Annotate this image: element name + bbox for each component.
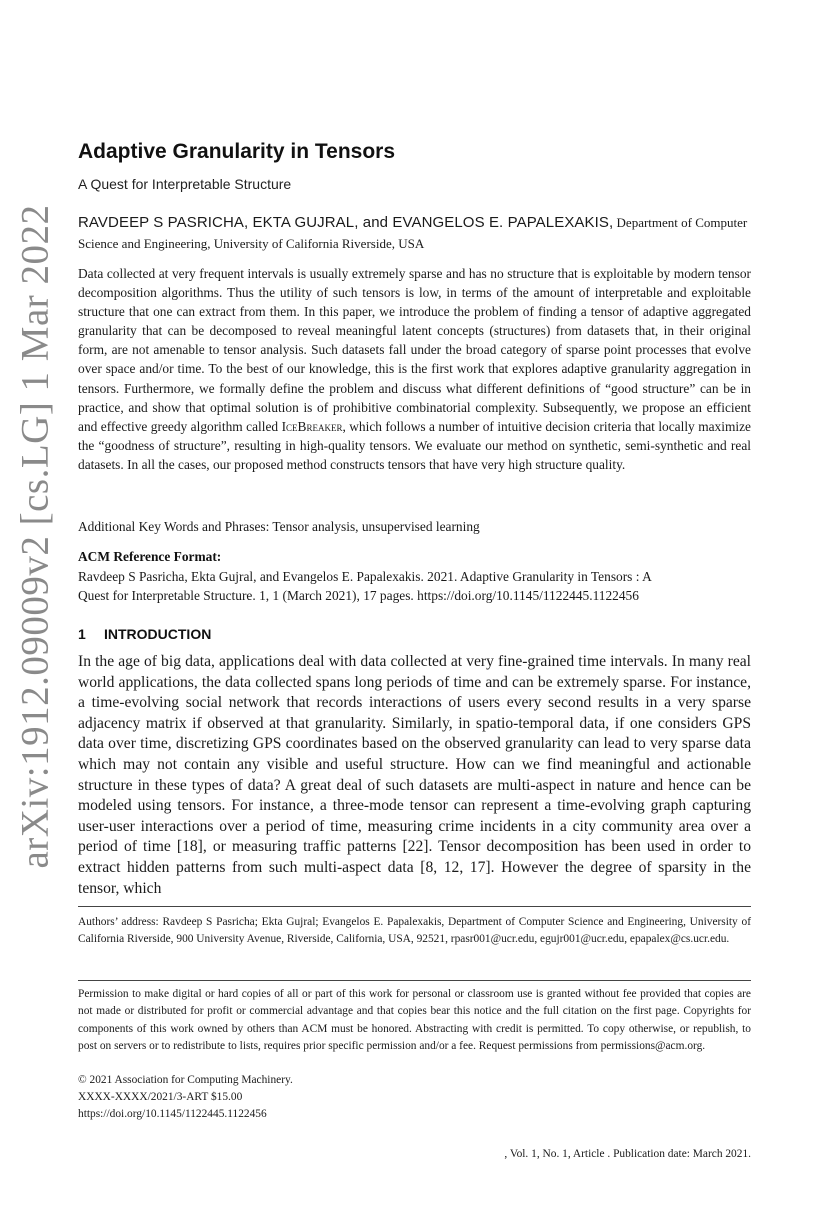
author-block <box>78 212 751 254</box>
section-heading <box>78 626 211 642</box>
paper-subtitle: A Quest for Interpretable Structure <box>78 176 292 192</box>
permission-notice: Permission to make digital or hard copies of all or part of this work for personal or classroom use is granted without fee provided that copies are not made or distributed for profit or commercial advantage and that copies bear this notice and the full citation on the first page. Copyrights for components of this work owned by others than ACM must be honored. Abstracting with credit is permitted. To copy otherwise, or republish, to post on servers or to redistribute to lists, requires prior specific permission and/or a fee. Request permissions from permissions@acm.org. <box>78 988 751 1052</box>
method-name: IceBreaker <box>281 418 343 434</box>
section-number: 1 <box>78 626 86 642</box>
acm-reference <box>78 567 751 605</box>
paper-title: Adaptive Granularity in Tensors <box>78 140 396 163</box>
arxiv-watermark <box>2 203 68 869</box>
abstract-text-start: Data collected at very frequent intervals is usually extremely sparse and has no structure that is exploitable by modern tensor decomposition algorithms. Thus the utility of such tensors is low, in terms of the amount of interpretable and exploitable structure that one can extract from them. In this paper, we introduce the problem of finding a tensor of adaptive aggregated granularity that can be decomposed to reveal meaningful latent concepts (structures) from datasets that, in their original form, are not amenable to tensor analysis. Such datasets fall under the broad category of sparse point processes that evolve over space and/or time. To the best of our knowledge, this is the first work that explores adaptive granularity aggregation in tensors. Furthermore, we formally define the problem and discuss what different definitions of “good structure” can be in practice, and show that optimal solution is of prohibitive combinatorial complexity. Subsequently, we propose an efficient and effective greedy algorithm called <box>78 266 751 434</box>
acm-reference-line: Quest for Interpretable Structure. 1, 1 (March 2021), 17 pages. https://doi.org/10.1145/1122445.1122456 <box>78 588 639 603</box>
acm-reference-heading: ACM Reference Format: <box>78 549 222 564</box>
footnote-divider <box>78 906 751 907</box>
abstract <box>78 264 751 474</box>
author-names: RAVDEEP S PASRICHA, EKTA GUJRAL, and EVANGELOS E. PAPALEXAKIS, <box>78 214 614 231</box>
copyright-line: © 2021 Association for Computing Machinery. <box>78 1074 293 1086</box>
arxiv-identifier: arXiv:1912.09009v2 [cs.LG] 1 Mar 2022 <box>13 203 57 869</box>
issn-price-line: XXXX-XXXX/2021/3-ART $15.00 <box>78 1091 243 1104</box>
copyright-block <box>78 1072 293 1124</box>
page-footer: , Vol. 1, No. 1, Article . Publication date: March 2021. <box>504 1148 751 1160</box>
author-affiliation: Department of Computer Science and Engineering, University of California Riverside, USA <box>78 215 748 251</box>
authors-address: Authors’ address: Ravdeep S Pasricha; Ekta Gujral; Evangelos E. Papalexakis, Department of Computer Science and Engineering, University of California Riverside, 900 University Avenue, Riverside, California, USA, 92521, rpasr001@ucr.edu, egujr001@ucr.edu, epapalex@cs.ucr.edu. <box>78 916 751 945</box>
permission-divider <box>78 980 751 981</box>
introduction-text: In the age of big data, applications deal with data collected at very fine-grained time intervals. In many real world applications, the data collected spans long periods of time and can be extremely sparse. For instance, a time-evolving social network that records interactions of users every second results in a very sparse adjacency matrix if observed at that granularity. Similarly, in spatio-temporal data, if one considers GPS data over time, discretizing GPS coordinates based on the observed granularity can lead to very sparse data which may not contain any visible and useful structure. How can we find meaningful and actionable structure in these types of data? A great deal of such datasets are multi-aspect in nature and hence can be modeled using tensors. For instance, a three-mode tensor can represent a time-evolving graph capturing user-user interactions over a period of time, measuring crime incidents in a city community area over a period of time [18], or measuring traffic patterns [22]. Tensor decomposition has been used in order to extract hidden patterns from such multi-aspect data [8, 12, 17]. However the degree of sparsity in the tensor, which <box>78 653 751 897</box>
acm-reference-line: Ravdeep S Pasricha, Ekta Gujral, and Evangelos E. Papalexakis. 2021. Adaptive Granularity in Tensors : A <box>78 569 652 584</box>
abstract-text-end: , which follows a number of intuitive decision criteria that locally maximize the “goodness of structure”, resulting in high-quality tensors. We evaluate our method on synthetic, semi-synthetic and real datasets. In all the cases, our proposed method constructs tensors that have very high structure quality. <box>78 418 751 472</box>
keywords: Additional Key Words and Phrases: Tensor analysis, unsupervised learning <box>78 519 480 534</box>
doi-link[interactable]: https://doi.org/10.1145/1122445.1122456 <box>78 1108 267 1121</box>
section-title: INTRODUCTION <box>104 626 212 642</box>
